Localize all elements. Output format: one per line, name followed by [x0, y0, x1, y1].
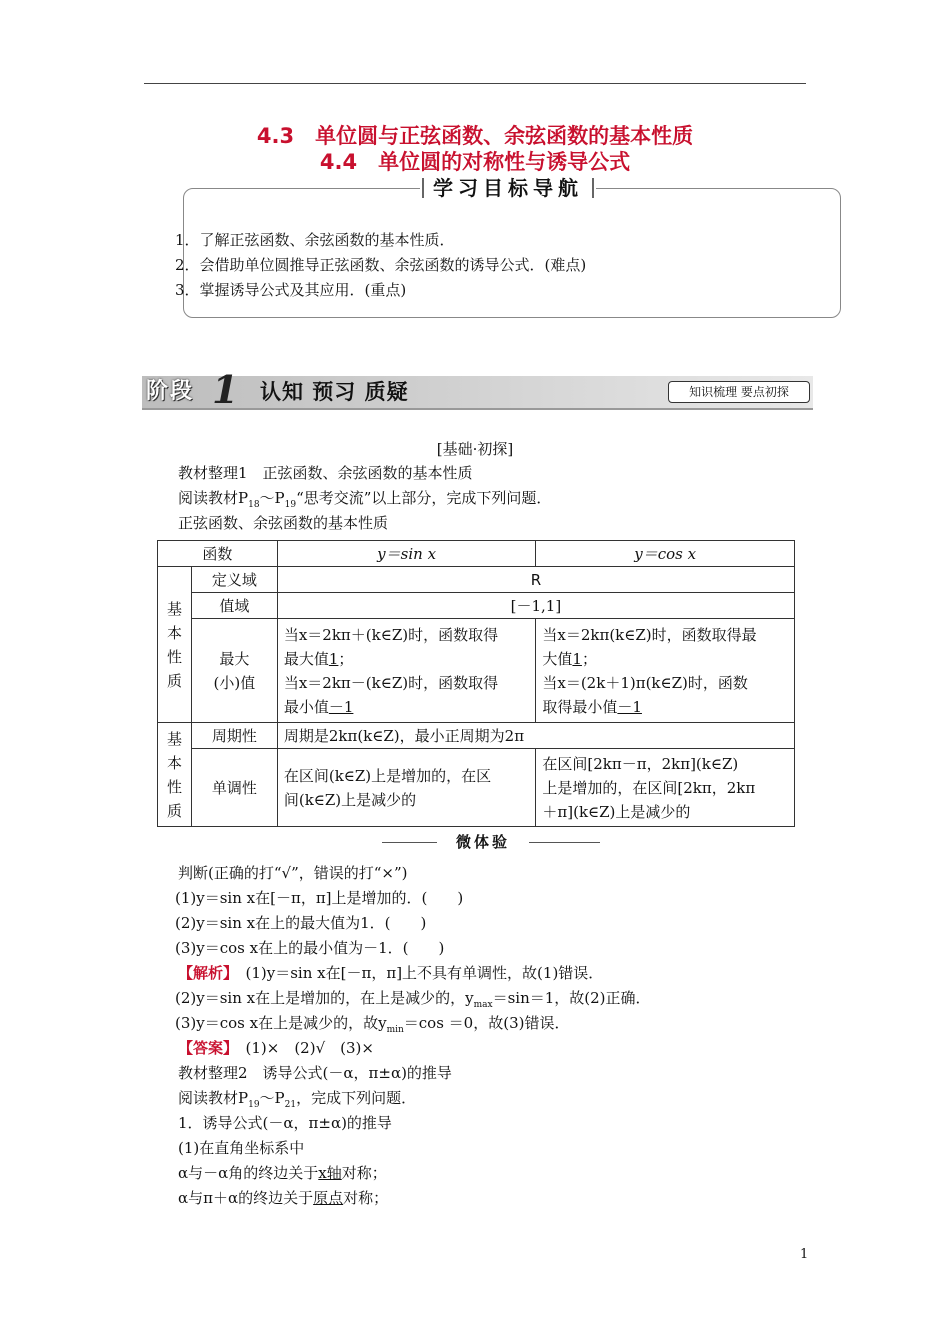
derivation-item: 1．诱导公式(－α，π±α)的推导	[178, 1114, 392, 1132]
cos-monotonicity-cell: 在区间[2kπ－π，2kπ](k∈Z) 上是增加的，在区间[2kπ，2kπ ＋π](k∈Z)上是减少的	[536, 749, 795, 827]
group-label-basic-2: 基 本 性 质	[158, 723, 192, 827]
stage-label: 阶段	[146, 379, 195, 404]
cos-extreme-cell: 当x＝2kπ(k∈Z)时，函数取得最 大值1； 当x＝(2k＋1)π(k∈Z)时，函数 取得最小值－1	[536, 619, 795, 723]
symmetry-line-x-axis: α与－α角的终边关于x轴对称；	[178, 1164, 387, 1182]
sin-monotonicity-cell: 在区间(k∈Z)上是增加的，在区 间(k∈Z)上是减少的	[277, 749, 536, 827]
page-number: 1	[800, 1247, 809, 1262]
row-label-period: 周期性	[191, 723, 277, 749]
reading-instruction-2: 阅读教材$P_{19}\sim P_{21}$，完成下列问题．	[178, 1089, 417, 1110]
question-3: (3)y＝cos x在上的最小值为－1．( )	[175, 939, 445, 957]
derivation-subitem: (1)在直角坐标系中	[178, 1139, 305, 1157]
group-label-basic: 基 本 性 质	[158, 567, 192, 723]
function-properties-table	[157, 540, 795, 827]
judge-instruction: 判断(正确的打“√”，错误的打“×”)	[178, 864, 408, 882]
goal-item: 3．掌握诱导公式及其应用．(重点)	[175, 281, 407, 299]
page-subtitle: 4.4 单位圆的对称性与诱导公式	[319, 150, 631, 174]
section-kicker: [基础·初探]	[436, 440, 514, 458]
page-title: 4.3 单位圆与正弦函数、余弦函数的基本性质	[256, 124, 694, 148]
answer-line: 【答案】 (1)× (2)√ (3)×	[178, 1039, 374, 1057]
sin-extreme-cell: 当x＝2kπ＋(k∈Z)时，函数取得 最大值1； 当x＝2kπ－(k∈Z)时，函数取得 最小值－1	[277, 619, 536, 723]
stage-subtitle: 认知 预习 质疑	[260, 380, 409, 404]
row-label-domain: 定义域	[191, 567, 277, 593]
stage-tag: 知识梳理 要点初探	[668, 381, 810, 403]
header-cos: y＝cos x	[536, 541, 795, 567]
header-sin: y＝sin x	[277, 541, 536, 567]
row-label-extreme: 最大 (小)值	[191, 619, 277, 723]
header-rule	[144, 83, 806, 84]
row-label-range: 值域	[191, 593, 277, 619]
goal-item: 1．了解正弦函数、余弦函数的基本性质．	[175, 231, 455, 249]
header-function: 函数	[158, 541, 278, 567]
question-2: (2)y＝sin x在上的最大值为1．( )	[175, 914, 427, 932]
goal-item: 2．会借助单位圆推导正弦函数、余弦函数的诱导公式．(难点)	[175, 256, 587, 274]
micro-heading: 微体验	[437, 832, 529, 852]
period-value: 周期是2kπ(k∈Z)，最小正周期为2π	[277, 723, 794, 749]
analysis-line-2: (2)y＝sin x在上是增加的，在上是减少的，$y_{max}=\sin=1$，故(2)正确．	[175, 989, 651, 1010]
domain-value: R	[277, 567, 794, 593]
analysis-line-3: (3)y＝cos x在上是减少的，故$y_{min}=\cos =0$，故(3)错误．	[175, 1014, 570, 1035]
row-label-monotonicity: 单调性	[191, 749, 277, 827]
section-heading-2: 教材整理2 诱导公式(－α，π±α)的推导	[178, 1064, 452, 1082]
table-caption: 正弦函数、余弦函数的基本性质	[178, 514, 389, 532]
learning-goals-heading: 学习目标导航	[420, 174, 596, 202]
range-value: [－1,1]	[277, 593, 794, 619]
symmetry-line-origin: α与π＋α的终边关于原点对称；	[178, 1189, 389, 1207]
question-1: (1)y＝sin x在[－π，π]上是增加的．( )	[175, 889, 464, 907]
analysis-line-1: 【解析】 (1)y＝sin x在[－π，π]上不具有单调性，故(1)错误．	[178, 964, 604, 982]
section-heading: 教材整理1 正弦函数、余弦函数的基本性质	[178, 464, 473, 482]
stage-number: 1	[212, 367, 239, 412]
reading-instruction: 阅读教材$P_{18}\sim P_{19}“$思考交流”以上部分，完成下列问题．	[178, 489, 552, 510]
